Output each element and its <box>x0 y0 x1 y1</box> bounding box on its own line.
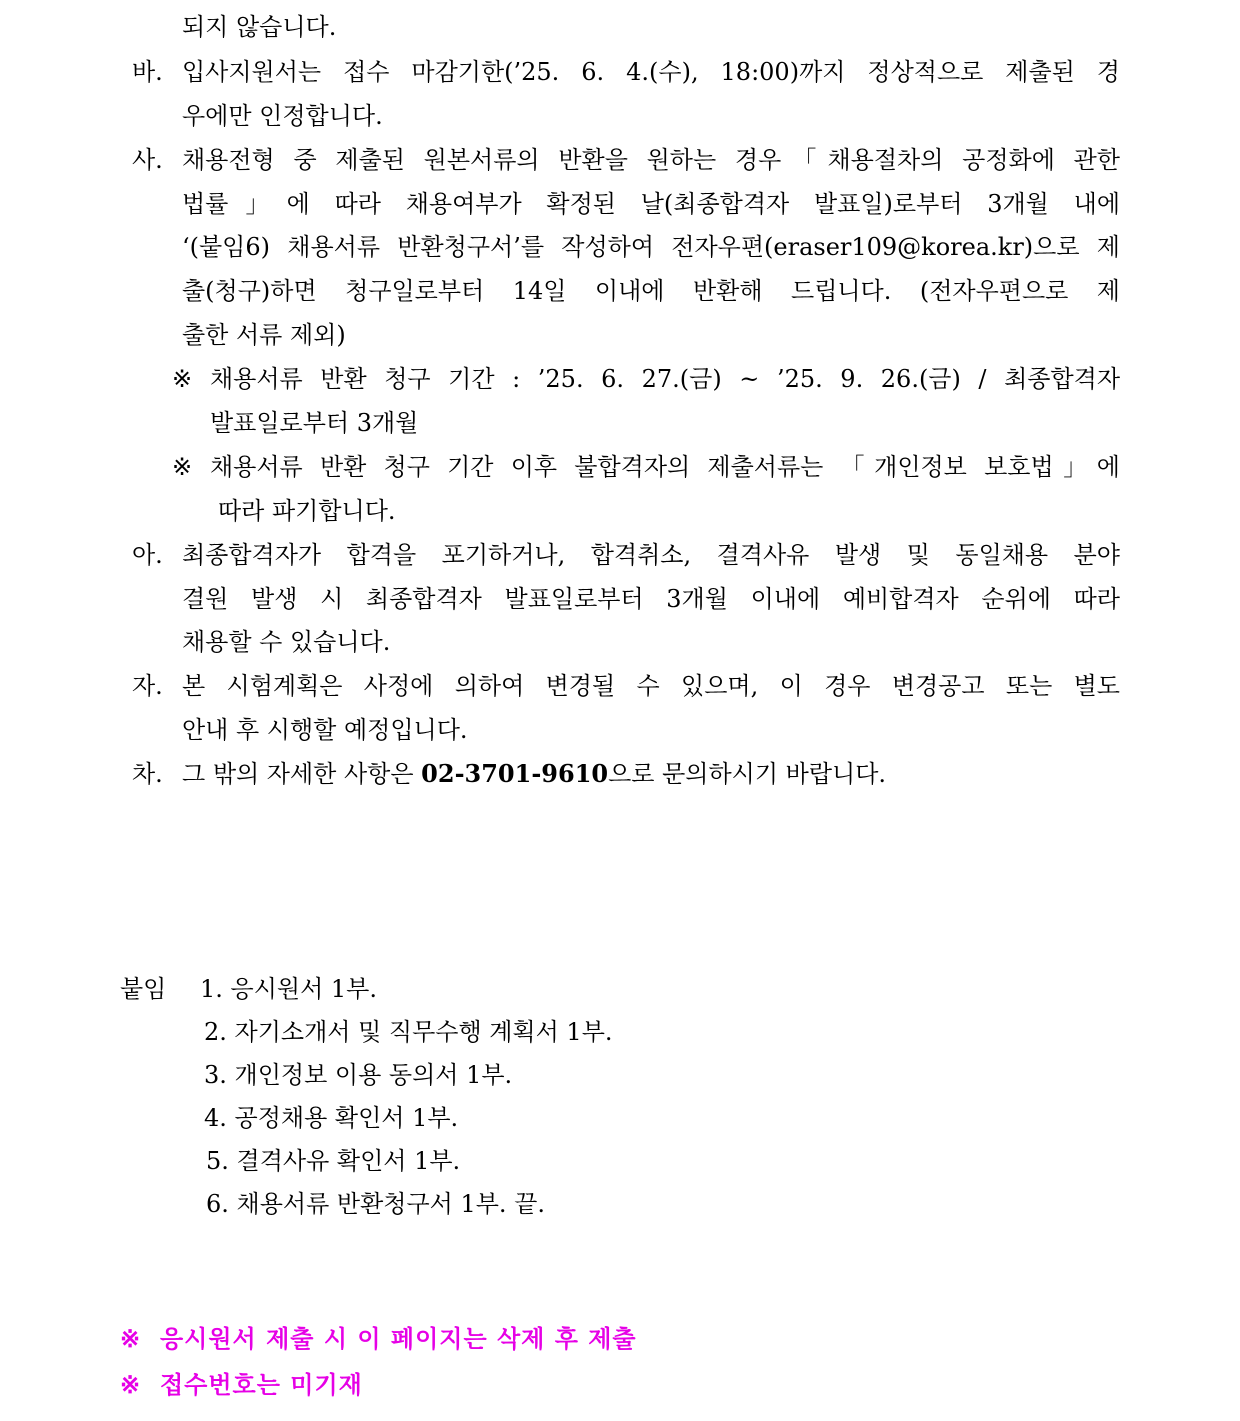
contact-line <box>182 757 886 791</box>
attachment-item: 4. 공정채용 확인서 1부. <box>204 1104 459 1132</box>
text-span: 그 밖의 자세한 사항은 <box>182 760 422 788</box>
note-marker: ※ <box>172 365 193 393</box>
text-line: 본 시험계획은 사정에 의하여 변경될 수 있으며, 이 경우 변경공고 또는 별도 <box>182 672 1120 700</box>
list-marker: 사. <box>132 146 163 174</box>
text-line: 입사지원서는 접수 마감기한(’25. 6. 4.(수), 18:00)까지 정상적으로 제출된 경 <box>182 58 1120 86</box>
notice-marker: ※ <box>120 1324 141 1353</box>
text-line: 채용서류 반환 청구 기간 이후 불합격자의 제출서류는 「개인정보 보호법」에 <box>210 453 1120 481</box>
text-line: 최종합격자가 합격을 포기하거나, 합격취소, 결격사유 발생 및 동일채용 분야 <box>182 541 1120 569</box>
text-line: 발표일로부터 3개월 <box>210 409 419 437</box>
list-marker: 자. <box>132 672 163 700</box>
list-marker: 차. <box>132 760 163 788</box>
text-line: 법률」에 따라 채용여부가 확정된 날(최종합격자 발표일)로부터 3개월 내에 <box>182 190 1120 218</box>
text-line: 채용서류 반환 청구 기간 : ’25. 6. 27.(금) ~ ’25. 9. 26.(금) / 최종합격자 <box>210 365 1120 393</box>
list-marker: 바. <box>132 58 163 86</box>
text-line: 따라 파기합니다. <box>218 497 396 525</box>
text-line: 우에만 인정합니다. <box>182 102 383 130</box>
attachment-item: 1. 응시원서 1부. <box>200 975 377 1003</box>
text-line: 출한 서류 제외) <box>182 321 346 349</box>
notice-text: 접수번호는 미기재 <box>160 1370 363 1399</box>
attachments-label: 붙임 <box>120 975 167 1003</box>
text-line: ‘(붙임6) 채용서류 반환청구서’를 작성하여 전자우편(eraser109@korea.kr)으로 제 <box>182 233 1120 261</box>
text-line: 출(청구)하면 청구일로부터 14일 이내에 반환해 드립니다. (전자우편으로 제 <box>182 277 1120 305</box>
text-span: 으로 문의하시기 바랍니다. <box>608 760 887 788</box>
attachment-item: 5. 결격사유 확인서 1부. <box>206 1147 461 1175</box>
notice-marker: ※ <box>120 1370 141 1399</box>
text-line: 채용전형 중 제출된 원본서류의 반환을 원하는 경우「채용절차의 공정화에 관한 <box>182 146 1120 174</box>
attachment-item: 6. 채용서류 반환청구서 1부. 끝. <box>206 1190 545 1218</box>
text-line: 안내 후 시행할 예정입니다. <box>182 716 468 744</box>
note-marker: ※ <box>172 453 193 481</box>
notice-text: 응시원서 제출 시 이 페이지는 삭제 후 제출 <box>160 1324 637 1353</box>
attachment-item: 3. 개인정보 이용 동의서 1부. <box>204 1061 513 1089</box>
text-line: 되지 않습니다. <box>182 13 337 41</box>
text-line: 채용할 수 있습니다. <box>182 628 391 656</box>
list-marker: 아. <box>132 541 163 569</box>
text-line: 결원 발생 시 최종합격자 발표일로부터 3개월 이내에 예비합격자 순위에 따라 <box>182 585 1120 613</box>
attachment-item: 2. 자기소개서 및 직무수행 계획서 1부. <box>204 1018 613 1046</box>
phone-number: 02-3701-9610 <box>421 759 609 788</box>
